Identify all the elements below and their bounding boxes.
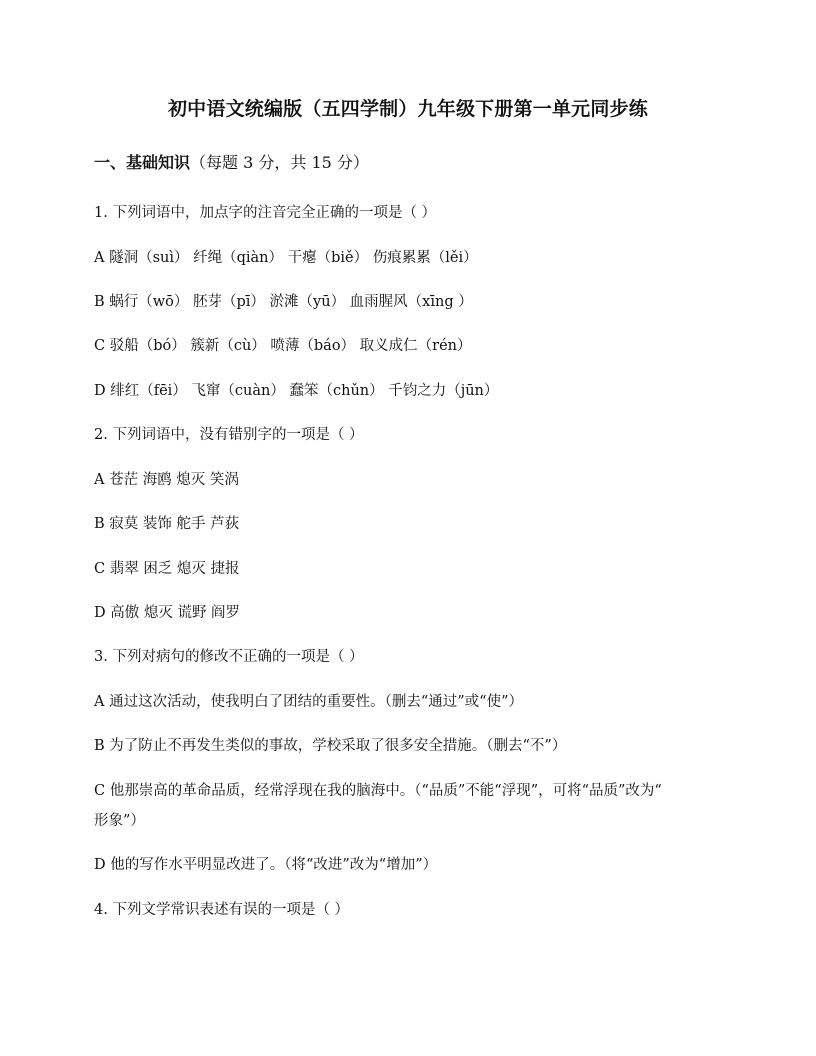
question-4: 4. 下列文学常识表述有误的一项是（ ）: [94, 902, 350, 918]
section-heading-label: 一、基础知识: [94, 153, 191, 172]
question-1-option-b: B 蜗行（wō） 胚芽（pī） 淤滩（yū） 血雨腥风（xīng ）: [94, 294, 473, 310]
question-2-option-d: D 高傲 熄灭 谎野 阎罗: [94, 605, 241, 621]
document-title: 初中语文统编版（五四学制）九年级下册第一单元同步练: [167, 98, 648, 120]
question-2-option-a: A 苍茫 海鸥 熄灭 笑涡: [94, 472, 239, 488]
question-3-option-c-continued: 形象”）: [94, 813, 145, 829]
section-heading: [94, 150, 369, 173]
question-3-option-b: B 为了防止不再发生类似的事故，学校采取了很多安全措施。（删去“不”）: [94, 738, 567, 754]
section-heading-note: （每题 3 分，共 15 分）: [190, 153, 369, 172]
question-1-option-c: C 驳船（bó） 簇新（cù） 喷薄（báo） 取义成仁（rén）: [94, 338, 472, 354]
question-1: 1. 下列词语中，加点字的注音完全正确的一项是（ ）: [94, 205, 437, 221]
question-3-option-c: C 他那崇高的革命品质，经常浮现在我的脑海中。（“品质”不能“浮现”，可将“品质”改为“: [94, 783, 662, 799]
question-2-option-c: C 翡翠 困乏 熄灭 捷报: [94, 561, 240, 577]
question-3: 3. 下列对病句的修改不正确的一项是（ ）: [94, 649, 364, 665]
question-1-option-d: D 绯红（fēi） 飞窜（cuàn） 蠢笨（chǔn） 千钧之力（jūn）: [94, 383, 499, 399]
question-1-option-a: A 隧洞（suì） 纤绳（qiàn） 干瘪（biě） 伤痕累累（lěi）: [94, 250, 478, 266]
question-3-option-a: A 通过这次活动，使我明白了团结的重要性。（删去“通过”或“使”）: [94, 694, 523, 710]
question-2: 2. 下列词语中，没有错别字的一项是（ ）: [94, 427, 364, 443]
question-3-option-d: D 他的写作水平明显改进了。（将“改进”改为“增加”）: [94, 857, 438, 873]
question-2-option-b: B 寂莫 装饰 舵手 芦荻: [94, 516, 240, 532]
